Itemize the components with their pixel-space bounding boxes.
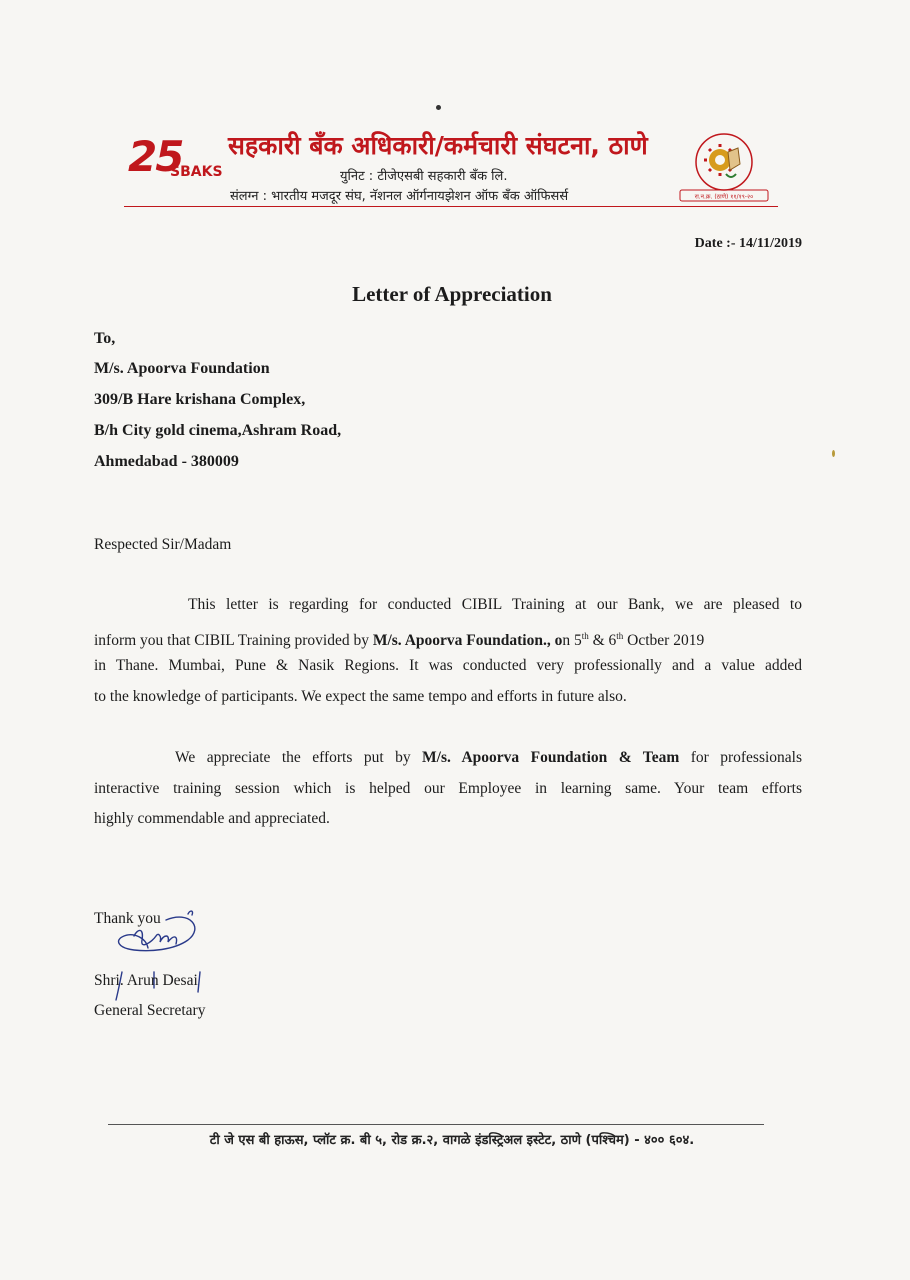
paragraph-line: to the knowledge of participants. We expect the same tempo and efforts in future also. [94,687,627,705]
salutation: Respected Sir/Madam [94,536,232,553]
recipient-address-line-3: Ahmedabad - 380009 [94,453,239,470]
paragraph-appreciation [94,743,802,835]
affiliation-line: संलग्न : भारतीय मजदूर संघ, नॅशनल ऑर्गनायझेशन ऑफ बँक ऑफिसर्स [230,189,569,204]
recipient-name: M/s. Apoorva Foundation [94,360,270,377]
paragraph-line: We appreciate the efforts put by M/s. Apoorva Foundation & Team for professionals [175,749,803,766]
letter-heading: Letter of Appreciation [352,282,552,306]
paragraph-line: This letter is regarding for conducted CIBIL Training at our Bank, we are pleased to [188,596,802,613]
closing-thanks: Thank you [94,910,161,927]
scan-speck [832,450,835,457]
scan-speck [436,105,441,110]
paragraph-line: interactive training session which is helped our Employee in learning same. Your team efforts [94,779,802,797]
footer-divider [108,1124,764,1125]
signatory-name: Shri. Arun Desai [94,972,198,989]
letter-date: Date :- 14/11/2019 [694,236,802,251]
anniversary-badge-logo [124,132,223,186]
badge-number: 25 [128,132,183,181]
unit-line: युनिट : टीजेएसबी सहकारी बँक लि. [340,169,508,184]
badge-abbreviation: SBAKS [170,164,223,180]
paragraph-line: in Thane. Mumbai, Pune & Nasik Regions. It was conducted very professionally and a value added [94,657,802,674]
paragraph-line: inform you that CIBIL Training provided by M/s. Apoorva Foundation., on 5th & 6th Octber 2019 [94,630,705,649]
paragraph-line: highly commendable and appreciated. [94,810,330,827]
recipient-address-line-2: B/h City gold cinema,Ashram Road, [94,422,342,439]
signatory-designation: General Secretary [94,1002,206,1019]
recipient-to: To, [94,330,116,347]
emblem-registration-text: रा.न.क्र. (ठाणे) ११/१९-२० [694,193,754,201]
recipient-address-line-1: 309/B Hare krishana Complex, [94,391,306,408]
paragraph-training-details [94,590,802,712]
footer-address: टी जे एस बी हाऊस, प्लॉट क्र. बी ५, रोड क्र.२, वागळे इंडस्ट्रिअल इस्टेट, ठाणे (पश्चिम) - ४०० ६०४. [209,1133,695,1148]
organization-name: सहकारी बँक अधिकारी/कर्मचारी संघटना, ठाणे [228,131,648,160]
letterhead-divider [124,206,778,207]
union-emblem-logo [676,130,772,206]
